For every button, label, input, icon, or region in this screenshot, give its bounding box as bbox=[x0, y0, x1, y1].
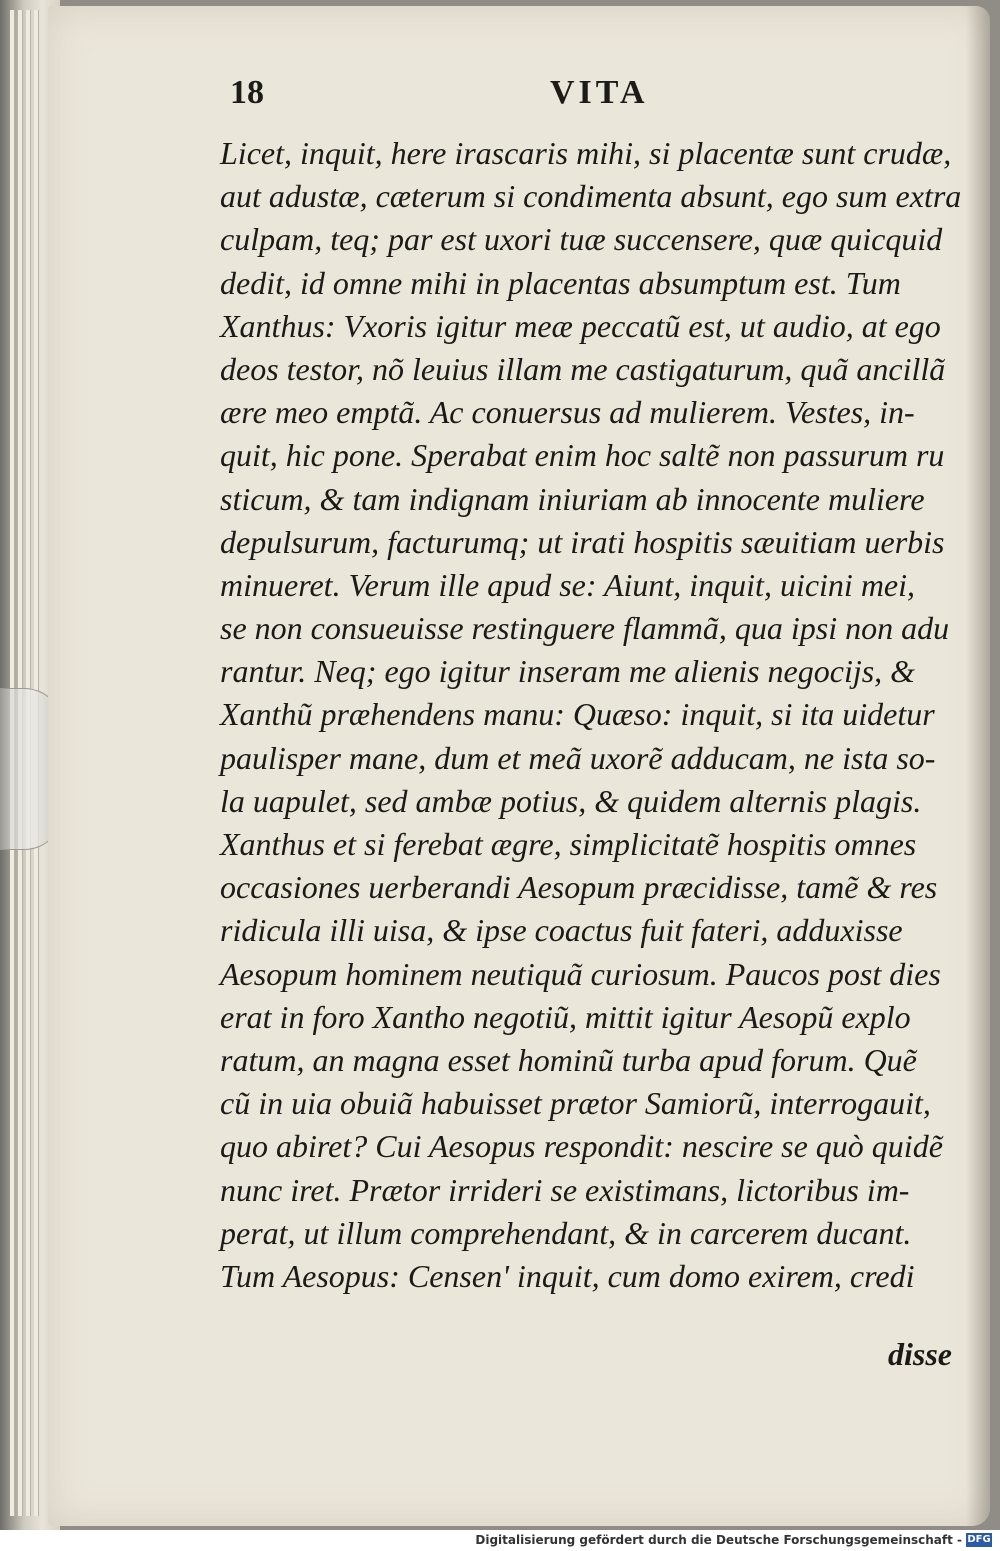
text-line: occasiones uerberandi Aesopum præcidisse, tamẽ & res bbox=[220, 869, 938, 906]
text-line: Licet, inquit, here irascaris mihi, si placentæ sunt crudæ, bbox=[220, 135, 952, 171]
text-line: deos testor, nõ leuius illam me castigaturum, quã ancillã bbox=[220, 350, 946, 387]
text-line: minueret. Verum ille apud se: Aiunt, inquit, uicini mei, bbox=[220, 566, 916, 603]
text-line: Xanthus: Vxoris igitur meæ peccatũ est, ut audio, at ego bbox=[220, 307, 941, 344]
text-line: ratum, an magna esset hominũ turba apud forum. Quẽ bbox=[220, 1041, 917, 1078]
running-head bbox=[230, 74, 950, 118]
text-line: perat, ut illum comprehendant, & in carcerem ducant. bbox=[220, 1214, 912, 1251]
text-line: depulsurum, facturumq; ut irati hospitis sæuitiam uerbis bbox=[220, 523, 945, 560]
body-text bbox=[220, 132, 962, 1298]
text-line: Aesopum hominem neutiquã curiosum. Paucos post dies bbox=[220, 955, 941, 992]
catchword: disse bbox=[888, 1336, 952, 1372]
text-line: cũ in uia obuiã habuisset prætor Samiorũ, interrogauit, bbox=[220, 1085, 931, 1122]
text-line: erat in foro Xantho negotiũ, mittit igitur Aesopũ explo bbox=[220, 998, 911, 1035]
text-line: dedit, id omne mihi in placentas absumptum est. Tum bbox=[220, 264, 901, 301]
text-line: la uapulet, sed ambæ potius, & quidem alternis plagis. bbox=[220, 782, 922, 819]
text-line: aut adustæ, cæterum si condimenta absunt, ego sum extra bbox=[220, 178, 962, 215]
text-line: rantur. Neq; ego igitur inseram me alienis negocijs, & bbox=[220, 653, 916, 690]
text-line: paulisper mane, dum et meã uxorẽ adducam, ne ista so- bbox=[220, 739, 936, 776]
text-line: ridicula illi uisa, & ipse coactus fuit fateri, adduxisse bbox=[220, 912, 903, 949]
page-curl-shadow bbox=[966, 6, 990, 1526]
running-title: VITA bbox=[550, 74, 649, 111]
text-line: nunc iret. Prætor irrideri se existimans, lictoribus im- bbox=[220, 1171, 910, 1208]
page-number: 18 bbox=[230, 74, 264, 111]
text-line: se non consueuisse restinguere flammã, qua ipsi non adu bbox=[220, 610, 950, 647]
text-line: quo abiret? Cui Aesopus respondit: nescire se quò quidẽ bbox=[220, 1128, 943, 1165]
text-line: sticum, & tam indignam iniuriam ab innocente muliere bbox=[220, 480, 925, 517]
footer-bar bbox=[0, 1530, 1000, 1551]
text-line: ære meo emptã. Ac conuersus ad mulierem. Vestes, in- bbox=[220, 394, 915, 431]
footer-credit: Digitalisierung gefördert durch die Deutsche Forschungsgemeinschaft - bbox=[475, 1533, 962, 1547]
text-line: quit, hic pone. Sperabat enim hoc saltẽ non passurum ru bbox=[220, 437, 945, 474]
text-line: Tum Aesopus: Censen' inquit, cum domo exirem, credi bbox=[220, 1257, 915, 1294]
text-line: Xanthũ præhendens manu: Quæso: inquit, si ita uidetur bbox=[220, 696, 935, 733]
dfg-logo-icon: DFG bbox=[967, 1534, 991, 1545]
text-line: Xanthus et si ferebat ægre, simplicitatẽ hospitis omnes bbox=[220, 826, 917, 862]
text-line: culpam, teq; par est uxori tuæ succensere, quæ quicquid bbox=[220, 221, 943, 258]
